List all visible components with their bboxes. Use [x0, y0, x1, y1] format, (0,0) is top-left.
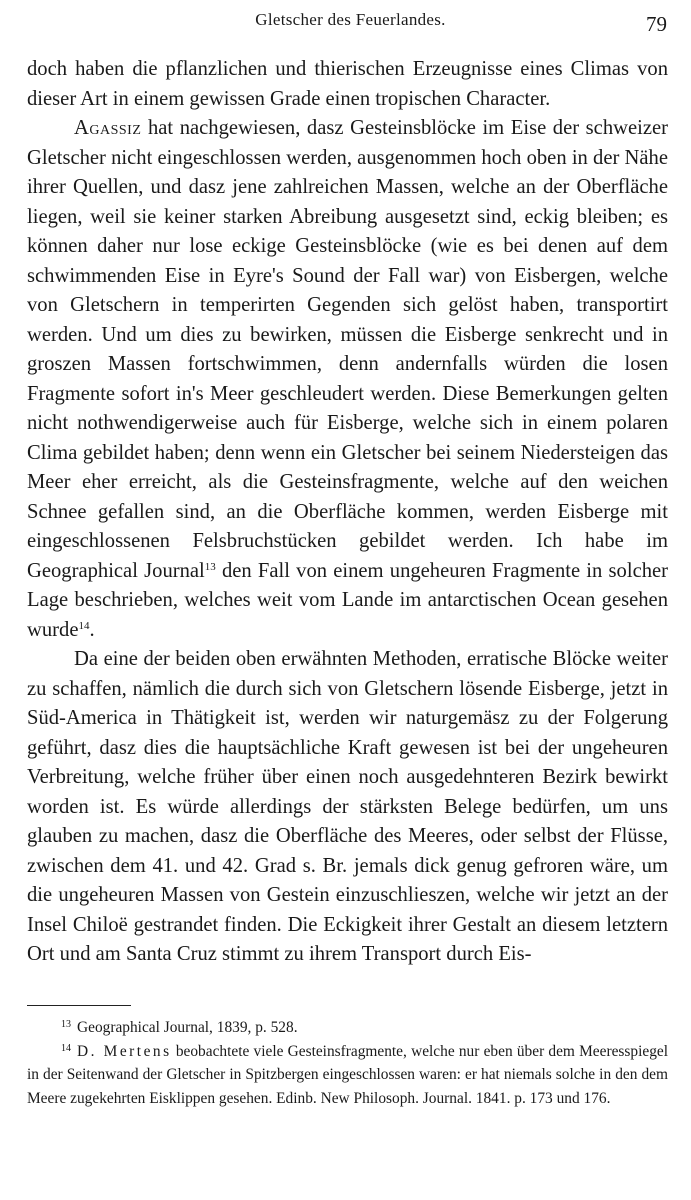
paragraph-2 — [27, 114, 668, 645]
footnote-ref-13: 13 — [204, 560, 216, 573]
footnote-13-text: Geographical Journal, 1839, p. 528. — [77, 1019, 298, 1036]
body-text — [27, 55, 668, 970]
footnote-14-text: beobachtete viele Gesteinsfragmente, welche nur eben über dem Meeresspiegel in der Seitenwand der Gletscher in Spitzbergen eingeschlossen waren: er hat niemals solche in den dem Meere zugekehrten Eisklippen gesehen. Edinb. New Philosoph. Journal. 1841. p. 173 und 176. — [27, 1042, 668, 1107]
paragraph-1: doch haben die pflanzlichen und thierischen Erzeugnisse eines Climas von dieser Art in einem gewissen Grade einen tropischen Character. — [27, 58, 668, 110]
footnote-13-number: 13 — [61, 1019, 71, 1030]
paragraph-3: Da eine der beiden oben erwähnten Methoden, erratische Blöcke weiter zu schaffen, nämlich die durch sich von Gletschern lösende Eisberge, jetzt in Süd-America in Thätigkeit ist, werden wir naturgemäsz zu der Folgerung geführt, dasz dies die hauptsächliche Kraft gewesen ist bei der ungeheuren Verbreitung, welche früher über einen noch ausgedehnteren Bezirk bewirkt worden ist. Es würde allerdings der stärksten Belege bedürfen, um uns glauben zu machen, dasz die Oberfläche des Meeres, oder selbst der Flüsse, zwischen dem 41. und 42. Grad s. Br. jemals dick genug gefroren wäre, um die ungeheuren Massen von Gestein einzuschlieszen, welche wir jetzt an der Insel Chiloë gestrandet finden. Die Eckigkeit ihrer Gestalt an diesem letztern Ort und am Santa Cruz stimmt zu ihrem Transport durch Eis- — [27, 648, 668, 965]
author-name-agassiz: Agassiz — [74, 117, 142, 139]
footnote-divider — [27, 1005, 131, 1006]
footnote-ref-14: 14 — [78, 619, 90, 632]
footnote-13 — [27, 1016, 668, 1040]
footnotes — [27, 1016, 668, 1110]
page-header — [30, 10, 671, 36]
paragraph-2-text-b: den Fall von einem ungeheuren Fragmente in solcher Lage beschrieben, welches weit vom Lande im antarctischen Ocean gesehen wurde — [27, 559, 669, 641]
footnote-14-number: 14 — [61, 1042, 71, 1054]
footnote-14 — [27, 1040, 668, 1111]
paragraph-2-text-a: hat nachgewiesen, dasz Gesteinsblöcke im Eise der schweizer Gletscher nicht eingeschlossen werden, ausgenommen hoch oben in der Nähe ihrer Quellen, und dasz jene zahlreichen Massen, welche an der Oberfläche liegen, weil sie keiner starken Abreibung ausgesetzt sind, eckig bleiben; es können daher nur lose eckige Gesteinsblöcke (wie es bei denen auf dem schwimmenden Eise in Eyre's Sound der Fall war) von Eisbergen, welche von Gletschern in temperirten Gegenden sich gelöst haben, transportirt werden. Und um dies zu bewirken, müssen die Eisberge senkrecht und in groszen Massen fortschwimmen, denn andernfalls würden die losen Fragmente sofort in's Meer geschleudert werden. Diese Bemerkungen gelten nicht nothwendigerweise auch für Eisberge, welche sich in einem polaren Clima gebildet haben; denn wenn ein Gletscher bei seinem Niedersteigen das Meer eher erreicht, als die Gesteinsfragmente, welche auf den weichen Schnee gefallen sind, an die Oberfläche kommen, werden Eisberge mit eingeschlossenen Felsbruchstücken gebildet werden. Ich habe im Geographical Journal — [27, 117, 668, 582]
footnote-14-author: D. Mertens — [77, 1042, 172, 1060]
page-number: 79 — [646, 12, 667, 36]
paragraph-2-text-c: . — [89, 618, 95, 641]
running-title: Gletscher des Feuerlandes. — [255, 10, 446, 29]
